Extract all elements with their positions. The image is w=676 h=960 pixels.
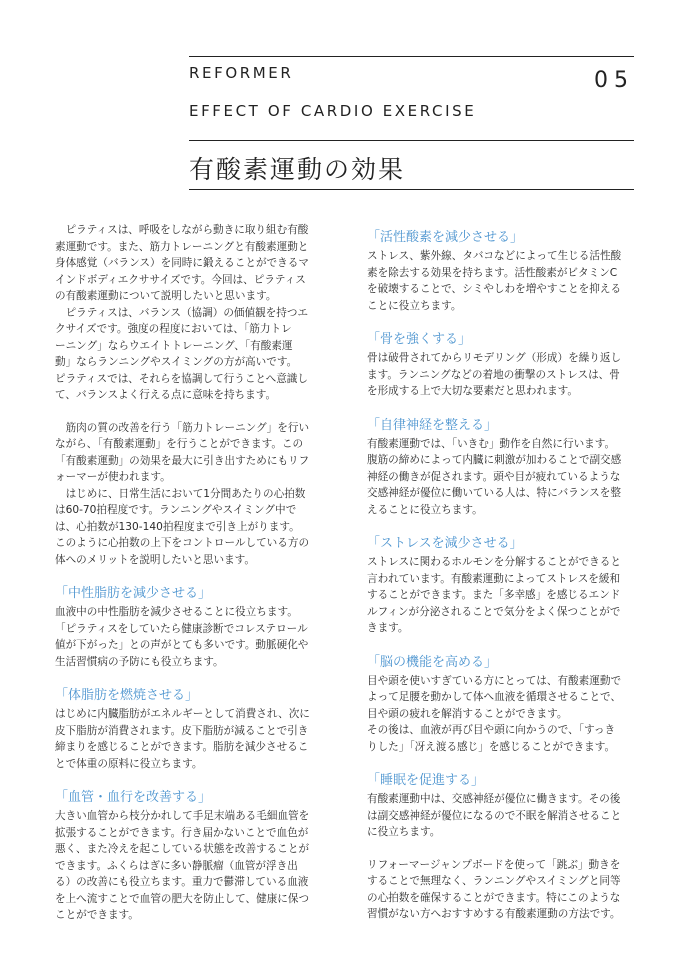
intro-paragraph-2: 筋肉の質の改善を行う「筋力トレーニング」を行い ながら、「有酸素運動」を行うことができます。この 「有酸素運動」の効果を最大に引き出すためにもリフ ォーマーが使われます。 はじめに、日常生活において1分間あたりの心拍数 は60-70拍程度です。ランニングやスイミング中で は、心拍数が130-140拍程度まで引き上がります。 このように心拍数の上下をコントロールしている方の 体へのメリットを説明したいと思います。 <box>55 421 310 566</box>
section-heading-autonomic-nerves: 「自律神経を整える」 <box>367 417 498 433</box>
page-title: 有酸素運動の効果 <box>189 155 406 184</box>
header-bottom-rule <box>189 189 634 190</box>
section-body-bones: 骨は破骨されてからリモデリング（形成）を繰り返し ます。ランニングなどの着地の衝撃のストレスは、骨 を形成する上で大切な要素だと思われます。 <box>367 352 622 397</box>
section-body-circulation: 大きい血管から枝分かれして手足末端ある毛細血管を 拡張することができます。行き届かないことで血色が 悪く、また冷えを起こしている状態を改善することが できます。ふくらはぎに多い静脈瘤（血管が浮き出 る）の改善にも役立ちます。重力で鬱滞している血液 を上へ流すことで血管の肥大を防止して、健康に保つ ことができます。 <box>55 810 310 921</box>
spacer <box>367 518 637 534</box>
spacer <box>55 772 340 788</box>
section-heading-stress: 「ストレスを減少させる」 <box>367 536 523 551</box>
section-body-sleep: 有酸素運動中は、交感神経が優位に働きます。その後 は副交感神経が優位になるので不眠を解消させること に役立ちます。 <box>367 793 622 838</box>
section-body-triglyceride: 血液中の中性脂肪を減少させることに役立ちます。 「ピラティスをしていたら健康診断でコレステロール 値が下がった」との声がとても多いです。動脈硬化や 生活習慣病の予防にも役立ちます。 <box>55 606 309 668</box>
section-body-active-oxygen: ストレス、紫外線、タバコなどによって生じる活性酸 素を除去する効果を持ちます。活性酸素がビタミンC を破壊することで、シミやしわを増やすことを抑える ことに役立ちます。 <box>367 250 622 312</box>
spacer <box>367 841 637 857</box>
section-body-autonomic-nerves: 有酸素運動では、「いきむ」動作を自然に行います。 腹筋の締めによって内臓に刺激が加わることで副交感 神経の働きが促されます。頭や目が疲れているような 交感神経が優位に働いている人は、特にバランスを整 えることに役立ちます。 <box>367 437 622 516</box>
section-body-brain: 目や頭を使いすぎている方にとっては、有酸素運動で よって足腰を動かして体へ血液を循環させることで、 目や頭の疲れを解消することができます。 その後は、血液が再び目や頭に向かうので、「すっき りした」「冴え渡る感じ」を感じることができます。 <box>367 674 622 753</box>
section-heading-triglyceride: 「中性脂肪を減少させる」 <box>55 586 212 601</box>
header-subtitle: EFFECT OF CARDIO EXERCISE <box>189 102 477 120</box>
section-heading-brain: 「脳の機能を高める」 <box>367 654 498 670</box>
spacer <box>55 404 340 420</box>
spacer <box>55 670 340 686</box>
section-heading-bones: 「骨を強くする」 <box>367 332 472 347</box>
intro-paragraph-1: ピラティスは、呼吸をしながら動きに取り組む有酸 素運動です。また、筋力トレーニングと有酸素運動と 身体感覚（バランス）を同時に鍛えることができるマ インドボディエクササイズです。今回は、ピラティス の有酸素運動について説明したいと思います。 ピラティスは、バランス（協調）の価値観を持つエ クサイズです。強度の程度においては、「筋力トレ ーニング」ならウエイトトレーニング、「有酸素運 動」ならランニングやスイミングの方が高いです。 ピラティスでは、それらを協調して行うことへ意識し て、バランスよく行える点に意味を持ちます。 <box>55 224 309 401</box>
section-heading-sleep: 「睡眠を促進する」 <box>367 773 485 788</box>
section-heading-body-fat: 「体脂肪を燃焼させる」 <box>55 688 199 703</box>
left-column <box>55 222 340 924</box>
spacer <box>367 400 637 416</box>
right-column <box>367 228 637 923</box>
series-label: REFORMER <box>189 64 294 82</box>
spacer <box>367 637 637 653</box>
spacer <box>367 755 637 771</box>
header-mid-rule <box>189 140 634 141</box>
section-heading-circulation: 「血管・血行を改善する」 <box>55 790 212 805</box>
spacer <box>367 314 637 330</box>
spacer <box>55 568 340 584</box>
page-number: 05 <box>594 68 634 93</box>
section-body-stress: ストレスに関わるホルモンを分解することができると 言われています。有酸素運動によってストレスを緩和 することができます。また「多幸感」を感じるエンド ルフィンが分泌されることで気分をよく保つことがで きます。 <box>367 556 621 634</box>
header-top-rule <box>189 56 634 57</box>
section-heading-active-oxygen: 「活性酸素を減少させる」 <box>367 230 524 245</box>
closing-paragraph: リフォーマージャンプボードを使って「跳ぶ」動きを することで無理なく、ランニングやスイミングと同等 の心拍数を確保することができます。特にこのような 習慣がない方へおすすめする有酸素運動の方法です。 <box>367 858 621 920</box>
section-body-body-fat: はじめに内臓脂肪がエネルギーとして消費され、次に 皮下脂肪が消費されます。皮下脂肪が減ることで引き 締まりを感じることができます。脂肪を減少させるこ とで体重の原料に役立ちます。 <box>55 708 310 770</box>
